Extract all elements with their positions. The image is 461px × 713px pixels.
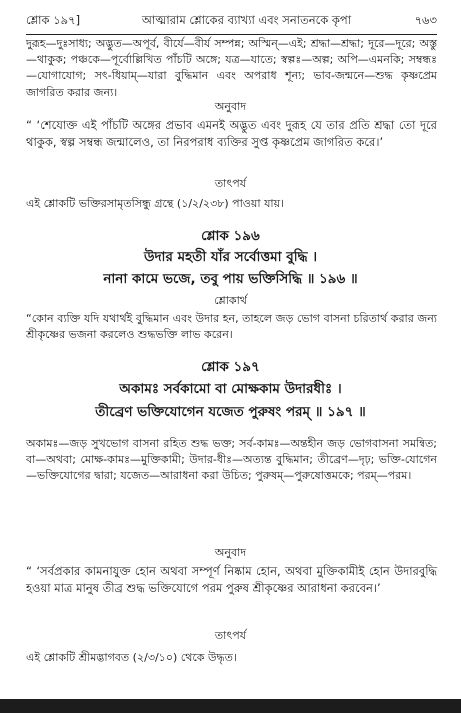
verse-197-synonyms: অকামঃ—জড় সুখভোগ বাসনা রহিত শুদ্ধ ভক্ত; সর্ব-কামঃ—অন্তহীন জড় ভোগবাসনা সমন্বিত; বা—অথবা; মোক্ষ-কামঃ—মুক্তিকামী; উদার-ধীঃ—অত্যন্ত বুদ্ধিমান; তীব্রেণ—দৃঢ়; ভক্তি-যোগেন—ভক্তিযোগের দ্বারা; যজেত—আরাধনা করা উচিত; পুরুষম্‌—পুরুষোত্তমকে; পরম্‌—পরম। <box>26 437 437 483</box>
verse-197-line-1: অকামঃ সর্বকামো বা মোক্ষকাম উদারধীঃ । <box>119 381 342 397</box>
synonyms-previous-verse: দুরূহ—দুঃসাধ্য; অদ্ভুত—অপূর্ব, বীর্যে—বীর্য সম্পন্ন; অস্মিন্‌—এই; শ্রদ্ধা—শ্রদ্ধা; দূরে—দূরে; অস্তু—থাকুক; পঞ্চকে—পূর্বোল্লিখিত পাঁচটি অঙ্গে; যত্র—যাতে; স্বল্পঃ—অল্প; অপি—এমনকি; সম্বন্ধঃ—যোগাযোগ; সৎ-ধিয়াম্‌—যারা বুদ্ধিমান এবং অপরাধ শূন্য; ভাব-জন্মনে—শুদ্ধ কৃষ্ণপ্রেম জাগরিত করার জন্য। <box>26 37 437 99</box>
translation-previous-verse: “ ‘শেযোক্ত এই পাঁচটি অঙ্গের প্রভাব এমনই অদ্ভুত এবং দুরূহ যে তার প্রতি শ্রদ্ধা তো দূরে থাকুক, স্বল্প সম্বন্ধ জন্মালেও, তা নিরপরাধ ব্যক্তির সুপ্ত কৃষ্ণপ্রেম জাগরিত করে।’ <box>26 118 437 149</box>
verse-196-meaning: “কোন ব্যক্তি যদি যথার্থই বুদ্ধিমান এবং উদার হন, তাহলে জড় ভোগ বাসনা চরিতার্থ করার জন্য শ্রীকৃষ্ণের ভজনা করলেও শুদ্ধভক্তি লাভ করেন। <box>26 312 437 342</box>
purport-heading-1: তাৎপর্য <box>214 177 247 190</box>
verse-196-line-1: উদার মহতী যাঁর সর্বোত্তমা বুদ্ধি । <box>143 249 318 265</box>
verse-197-translation: “ ‘সর্বপ্রকার কামনাযুক্ত হোন অথবা সম্পূর্ণ নিষ্কাম হোন, অথবা মুক্তিকামীই হোন উদারবুদ্ধি হওয়া মাত্র মানুষ তীব্র শুদ্ধ ভক্তিযোগে পরম পুরুষ শ্রীকৃষ্ণের আরাধনা করবেন।’ <box>26 564 437 595</box>
verse-197-purport: এই শ্লোকটি শ্রীমদ্ভাগবত (২/৩/১০) থেকে উদ্ধৃত। <box>26 651 237 664</box>
verse-196-meaning-heading: শ্লোকার্থ <box>214 294 247 307</box>
verse-197-number: শ্লোক ১৯৭ <box>201 359 260 375</box>
verse-196-line-2: নানা কামে ভজে, তবু পায় ভক্তিসিদ্ধি ॥ ১৯৬ ॥ <box>103 271 358 287</box>
page-bottom-edge <box>0 699 461 713</box>
page-number: ৭৬৩ <box>414 12 437 27</box>
verse-197-purport-heading: তাৎপর্য <box>214 629 247 642</box>
translation-heading-1: অনুবাদ <box>214 100 247 113</box>
header-verse-ref: শ্লোক ১৯৭] <box>26 12 81 27</box>
page-header <box>26 10 437 35</box>
chapter-title: আত্মারাম শ্লোকের ব্যাখ্যা এবং সনাতনকে কৃপা <box>141 12 352 27</box>
purport-previous-verse: এই শ্লোকটি ভক্তিরসামৃতসিন্ধু গ্রন্থে (১/২/২৩৮) পাওয়া যায়। <box>26 197 285 210</box>
verse-197-translation-heading: অনুবাদ <box>214 546 247 559</box>
verse-197-line-2: তীব্রেণ ভক্তিযোগেন যজেত পুরুষং পরম্‌ ॥ ১৯৭ ॥ <box>95 404 366 420</box>
verse-196-number: শ্লোক ১৯৬ <box>201 228 260 244</box>
